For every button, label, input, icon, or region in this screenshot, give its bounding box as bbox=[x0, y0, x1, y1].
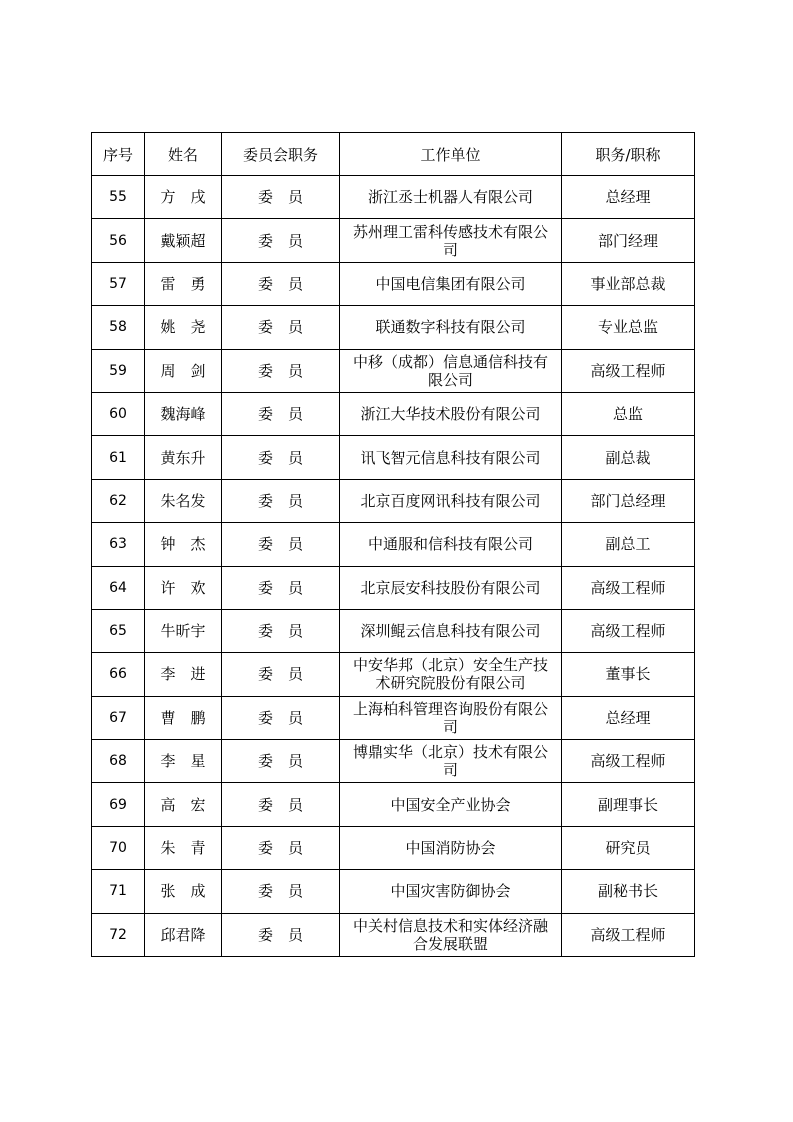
cell-committee-position: 委 员 bbox=[222, 176, 340, 219]
table-row bbox=[92, 479, 695, 522]
cell-name: 邱君降 bbox=[145, 913, 222, 956]
cell-job-title: 总经理 bbox=[562, 176, 695, 219]
cell-job-title: 部门总经理 bbox=[562, 479, 695, 522]
table-row bbox=[92, 262, 695, 305]
header-row bbox=[92, 133, 695, 176]
cell-name: 戴颖超 bbox=[145, 219, 222, 262]
cell-serial-number: 72 bbox=[92, 913, 145, 956]
cell-job-title: 副秘书长 bbox=[562, 870, 695, 913]
cell-serial-number: 58 bbox=[92, 306, 145, 349]
cell-committee-position: 委 员 bbox=[222, 783, 340, 826]
cell-work-unit: 中国消防协会 bbox=[340, 826, 562, 869]
cell-serial-number: 65 bbox=[92, 609, 145, 652]
cell-name: 魏海峰 bbox=[145, 392, 222, 435]
cell-name: 高 宏 bbox=[145, 783, 222, 826]
table-header bbox=[92, 133, 695, 176]
cell-committee-position: 委 员 bbox=[222, 696, 340, 739]
header-committee-position: 委员会职务 bbox=[222, 133, 340, 176]
cell-name: 曹 鹏 bbox=[145, 696, 222, 739]
cell-job-title: 总监 bbox=[562, 392, 695, 435]
cell-name: 钟 杰 bbox=[145, 523, 222, 566]
cell-serial-number: 59 bbox=[92, 349, 145, 392]
cell-work-unit: 浙江大华技术股份有限公司 bbox=[340, 392, 562, 435]
table-row bbox=[92, 913, 695, 956]
cell-committee-position: 委 员 bbox=[222, 479, 340, 522]
committee-member-table bbox=[91, 132, 695, 957]
table-row bbox=[92, 219, 695, 262]
cell-committee-position: 委 员 bbox=[222, 870, 340, 913]
cell-committee-position: 委 员 bbox=[222, 306, 340, 349]
table-row bbox=[92, 653, 695, 696]
cell-committee-position: 委 员 bbox=[222, 826, 340, 869]
cell-name: 李 进 bbox=[145, 653, 222, 696]
header-work-unit: 工作单位 bbox=[340, 133, 562, 176]
table-row bbox=[92, 523, 695, 566]
cell-work-unit: 北京百度网讯科技有限公司 bbox=[340, 479, 562, 522]
table-row bbox=[92, 436, 695, 479]
table-row bbox=[92, 349, 695, 392]
cell-serial-number: 56 bbox=[92, 219, 145, 262]
table-row bbox=[92, 176, 695, 219]
cell-job-title: 总经理 bbox=[562, 696, 695, 739]
cell-name: 张 成 bbox=[145, 870, 222, 913]
cell-name: 李 星 bbox=[145, 740, 222, 783]
table-row bbox=[92, 740, 695, 783]
header-serial-number: 序号 bbox=[92, 133, 145, 176]
cell-work-unit: 中安华邦（北京）安全生产技术研究院股份有限公司 bbox=[340, 653, 562, 696]
cell-name: 姚 尧 bbox=[145, 306, 222, 349]
cell-committee-position: 委 员 bbox=[222, 740, 340, 783]
cell-serial-number: 67 bbox=[92, 696, 145, 739]
cell-committee-position: 委 员 bbox=[222, 523, 340, 566]
cell-work-unit: 博鼎实华（北京）技术有限公司 bbox=[340, 740, 562, 783]
cell-name: 许 欢 bbox=[145, 566, 222, 609]
cell-work-unit: 中国灾害防御协会 bbox=[340, 870, 562, 913]
cell-job-title: 专业总监 bbox=[562, 306, 695, 349]
table-body bbox=[92, 176, 695, 957]
committee-member-table-container bbox=[91, 132, 695, 957]
cell-committee-position: 委 员 bbox=[222, 392, 340, 435]
cell-job-title: 部门经理 bbox=[562, 219, 695, 262]
cell-name: 朱名发 bbox=[145, 479, 222, 522]
cell-serial-number: 63 bbox=[92, 523, 145, 566]
cell-serial-number: 70 bbox=[92, 826, 145, 869]
cell-committee-position: 委 员 bbox=[222, 913, 340, 956]
cell-committee-position: 委 员 bbox=[222, 609, 340, 652]
cell-serial-number: 64 bbox=[92, 566, 145, 609]
cell-serial-number: 57 bbox=[92, 262, 145, 305]
table-row bbox=[92, 306, 695, 349]
cell-committee-position: 委 员 bbox=[222, 436, 340, 479]
cell-committee-position: 委 员 bbox=[222, 349, 340, 392]
cell-work-unit: 上海柏科管理咨询股份有限公司 bbox=[340, 696, 562, 739]
cell-job-title: 副理事长 bbox=[562, 783, 695, 826]
cell-work-unit: 中国安全产业协会 bbox=[340, 783, 562, 826]
cell-serial-number: 61 bbox=[92, 436, 145, 479]
cell-serial-number: 71 bbox=[92, 870, 145, 913]
cell-serial-number: 62 bbox=[92, 479, 145, 522]
cell-work-unit: 浙江丞士机器人有限公司 bbox=[340, 176, 562, 219]
cell-name: 牛昕宇 bbox=[145, 609, 222, 652]
cell-job-title: 高级工程师 bbox=[562, 609, 695, 652]
cell-serial-number: 55 bbox=[92, 176, 145, 219]
cell-name: 朱 青 bbox=[145, 826, 222, 869]
cell-work-unit: 中通服和信科技有限公司 bbox=[340, 523, 562, 566]
cell-name: 方 戌 bbox=[145, 176, 222, 219]
cell-job-title: 董事长 bbox=[562, 653, 695, 696]
cell-job-title: 事业部总裁 bbox=[562, 262, 695, 305]
cell-work-unit: 中国电信集团有限公司 bbox=[340, 262, 562, 305]
cell-serial-number: 69 bbox=[92, 783, 145, 826]
cell-serial-number: 60 bbox=[92, 392, 145, 435]
cell-committee-position: 委 员 bbox=[222, 262, 340, 305]
cell-committee-position: 委 员 bbox=[222, 566, 340, 609]
cell-job-title: 研究员 bbox=[562, 826, 695, 869]
header-name: 姓名 bbox=[145, 133, 222, 176]
cell-job-title: 高级工程师 bbox=[562, 566, 695, 609]
table-row bbox=[92, 826, 695, 869]
cell-name: 周 剑 bbox=[145, 349, 222, 392]
table-row bbox=[92, 609, 695, 652]
cell-work-unit: 深圳鲲云信息科技有限公司 bbox=[340, 609, 562, 652]
cell-work-unit: 讯飞智元信息科技有限公司 bbox=[340, 436, 562, 479]
table-row bbox=[92, 696, 695, 739]
cell-name: 黄东升 bbox=[145, 436, 222, 479]
cell-serial-number: 66 bbox=[92, 653, 145, 696]
table-row bbox=[92, 870, 695, 913]
table-row bbox=[92, 566, 695, 609]
cell-job-title: 高级工程师 bbox=[562, 740, 695, 783]
cell-job-title: 高级工程师 bbox=[562, 349, 695, 392]
table-row bbox=[92, 783, 695, 826]
cell-job-title: 高级工程师 bbox=[562, 913, 695, 956]
cell-work-unit: 中移（成都）信息通信科技有限公司 bbox=[340, 349, 562, 392]
cell-job-title: 副总裁 bbox=[562, 436, 695, 479]
cell-job-title: 副总工 bbox=[562, 523, 695, 566]
table-row bbox=[92, 392, 695, 435]
cell-work-unit: 苏州理工雷科传感技术有限公司 bbox=[340, 219, 562, 262]
cell-work-unit: 中关村信息技术和实体经济融合发展联盟 bbox=[340, 913, 562, 956]
cell-committee-position: 委 员 bbox=[222, 219, 340, 262]
cell-name: 雷 勇 bbox=[145, 262, 222, 305]
cell-committee-position: 委 员 bbox=[222, 653, 340, 696]
cell-work-unit: 北京辰安科技股份有限公司 bbox=[340, 566, 562, 609]
cell-serial-number: 68 bbox=[92, 740, 145, 783]
cell-work-unit: 联通数字科技有限公司 bbox=[340, 306, 562, 349]
header-job-title: 职务/职称 bbox=[562, 133, 695, 176]
